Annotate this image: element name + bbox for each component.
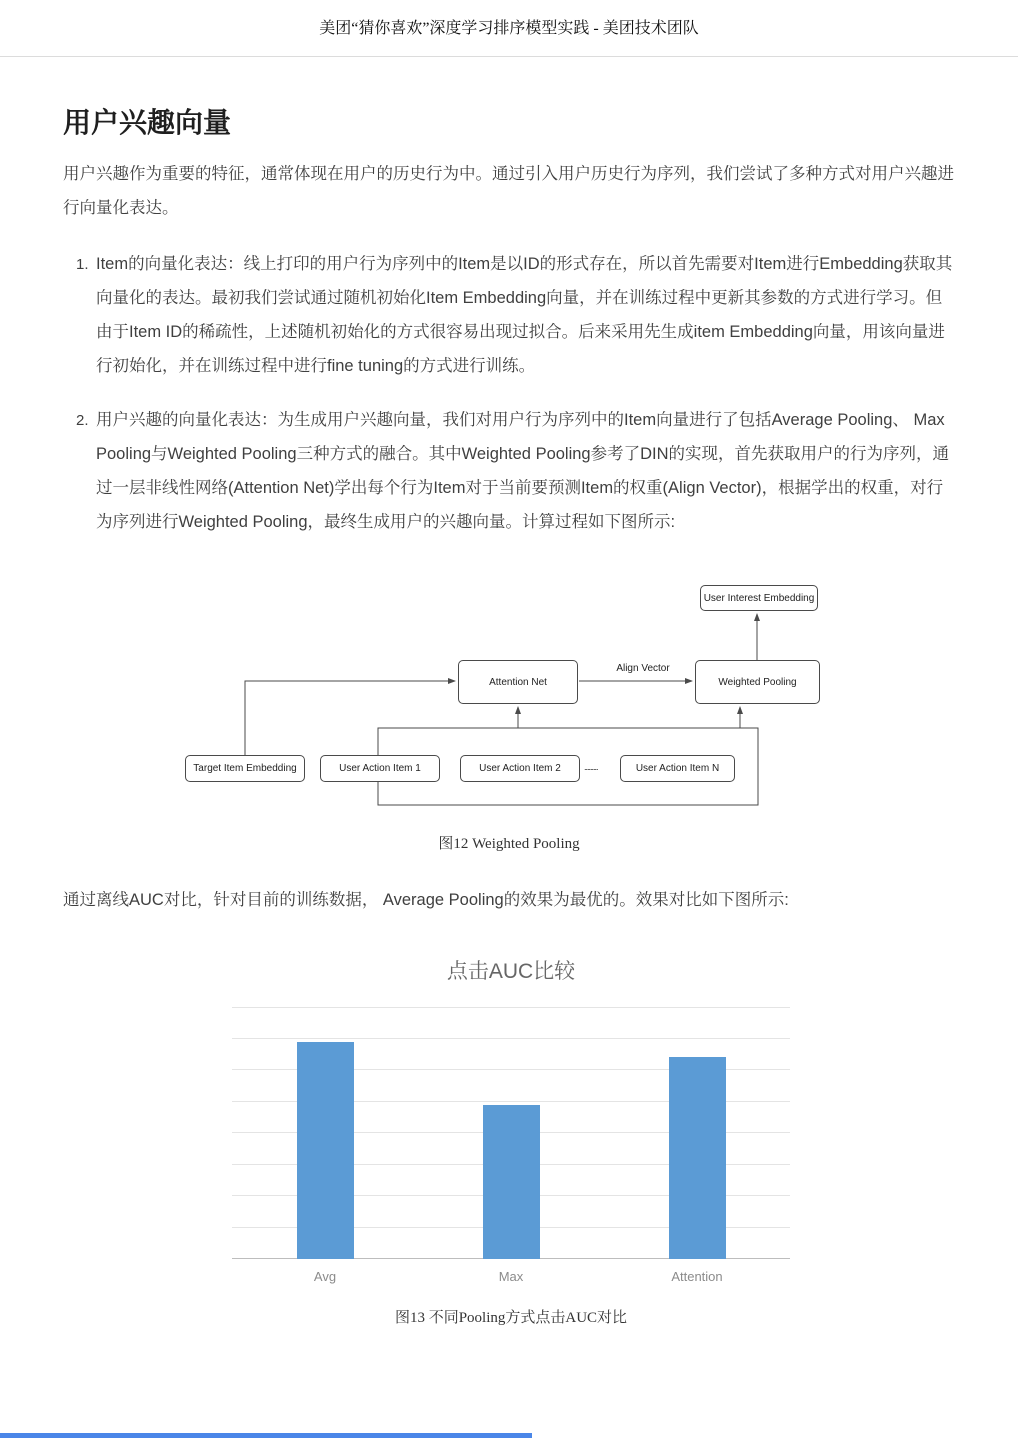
article-content xyxy=(0,101,1018,1327)
chart-x-label: Attention xyxy=(671,1269,723,1284)
node-target-item-embedding: Target Item Embedding xyxy=(185,755,305,782)
list-item-text: Item的向量化表达：线上打印的用户行为序列中的Item是以ID的形式存在，所以首先需要对Item进行Embedding获取其向量化的表达。最初我们尝试通过随机初始化Item Embedding向量，并在训练过程中更新其参数的方式进行学习。但由于Item ID的稀疏性，上述随机初始化的方式很容易出现过拟合。后来采用先生成item Embedding向量，用该向量进行初始化，并在训练过程中进行fine tuning的方式进行训练。 xyxy=(96,255,953,375)
node-attention-net: Attention Net xyxy=(458,660,578,704)
node-user-action-item-n: User Action Item N xyxy=(620,755,735,782)
list-item xyxy=(63,247,955,383)
list-item-number: 1. xyxy=(76,256,89,273)
node-weighted-pooling: Weighted Pooling xyxy=(695,660,820,704)
chart-bar-max xyxy=(483,1105,540,1259)
intro-paragraph: 用户兴趣作为重要的特征，通常体现在用户的历史行为中。通过引入用户历史行为序列，我们尝试了多种方式对用户兴趣进行向量化表达。 xyxy=(63,165,954,217)
edge-target-to-attention xyxy=(245,681,455,755)
article-heading: 用户兴趣向量 xyxy=(63,107,232,138)
list-item-text: 用户兴趣的向量化表达：为生成用户兴趣向量，我们对用户行为序列中的Item向量进行了包括Average Pooling、 Max Pooling与Weighted Pooling三种方式的融合。其中Weighted Pooling参考了DIN的实现，首先获取用户的行为序列，通过一层非线性网络(Attention Net)学出每个行为Item对于当前要预测Item的权重(Align Vector)，根据学出的权重，对行为序列进行Weighted Pooling，最终生成用户的兴趣向量。计算过程如下图所示: xyxy=(96,411,950,531)
figure13-caption: 图13 不同Pooling方式点击AUC对比 xyxy=(394,1310,628,1326)
diagram-canvas xyxy=(63,575,955,810)
align-vector-label: Align Vector xyxy=(616,663,670,674)
node-user-action-item-1: User Action Item 1 xyxy=(320,755,440,782)
list-item xyxy=(63,403,955,539)
node-user-interest-embedding: User Interest Embedding xyxy=(700,585,818,611)
list-item-number: 2. xyxy=(76,412,89,429)
auc-chart-figure xyxy=(232,955,790,1327)
chart-bar-attention xyxy=(669,1057,726,1259)
page-header xyxy=(0,0,1018,57)
figure12-caption: 图12 Weighted Pooling xyxy=(438,836,580,852)
ellipsis-label: ......... xyxy=(584,762,598,772)
footer-accent-line xyxy=(0,1433,532,1438)
node-user-action-item-2: User Action Item 2 xyxy=(460,755,580,782)
chart-x-label: Avg xyxy=(313,1269,337,1284)
chart-bar-column xyxy=(604,1007,790,1259)
ordered-list xyxy=(63,247,955,539)
chart-plot xyxy=(232,1007,790,1259)
chart-bar-column xyxy=(232,1007,418,1259)
weighted-pooling-diagram xyxy=(63,575,955,853)
chart-title: 点击AUC比较 xyxy=(446,960,576,983)
chart-bar-avg xyxy=(297,1042,354,1259)
page-header-title: 美团“猜你喜欢”深度学习排序模型实践 - 美团技术团队 xyxy=(319,20,699,37)
chart-bar-column xyxy=(418,1007,604,1259)
chart-bars xyxy=(232,1007,790,1259)
chart-x-axis xyxy=(232,1269,790,1284)
chart-x-label: Max xyxy=(498,1269,524,1284)
auc-paragraph: 通过离线AUC对比，针对目前的训练数据， Average Pooling的效果为最优的。效果对比如下图所示: xyxy=(63,891,789,909)
